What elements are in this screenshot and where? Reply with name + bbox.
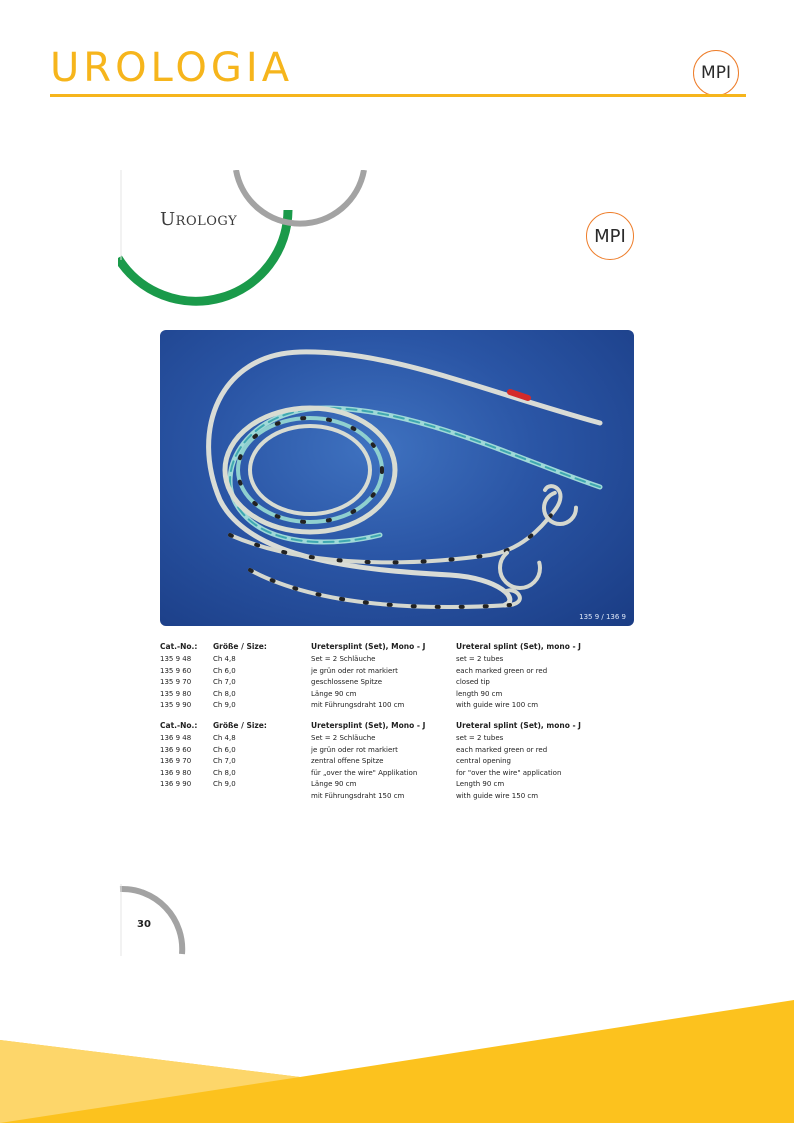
size: Ch 4,8 bbox=[213, 734, 236, 742]
description-en: each marked green or red bbox=[456, 745, 548, 754]
description-en: with guide wire 150 cm bbox=[456, 791, 539, 800]
footer-swoosh bbox=[0, 995, 794, 1123]
size: Ch 9,0 bbox=[213, 780, 236, 788]
header-description-de: Uretersplint (Set), Mono - J bbox=[311, 642, 426, 651]
description-en: set = 2 tubes bbox=[456, 734, 504, 742]
header-divider bbox=[50, 94, 746, 97]
description-de: Set = 2 Schläuche bbox=[311, 655, 376, 663]
cat-no: 135 9 60 bbox=[160, 666, 192, 675]
cat-no: 136 9 80 bbox=[160, 768, 192, 777]
header-description-en: Ureteral splint (Set), mono - J bbox=[456, 642, 581, 651]
page-header-title: UROLOGIA bbox=[50, 45, 294, 91]
cat-no: 135 9 80 bbox=[160, 689, 192, 698]
description-en: Length 90 cm bbox=[456, 780, 505, 788]
description-de: Set = 2 Schläuche bbox=[311, 734, 376, 742]
description-de: je grün oder rot markiert bbox=[311, 666, 398, 675]
size: Ch 8,0 bbox=[213, 768, 236, 777]
image-code-label: 135 9 / 136 9 bbox=[579, 613, 626, 621]
size: Ch 8,0 bbox=[213, 689, 236, 698]
description-en: with guide wire 100 cm bbox=[456, 701, 539, 709]
page-number-arc bbox=[118, 884, 198, 959]
description-en: length 90 cm bbox=[456, 689, 503, 698]
description-de: für „over the wire" Applikation bbox=[311, 768, 418, 777]
size: Ch 6,0 bbox=[213, 745, 236, 754]
description-de: mit Führungsdraht 150 cm bbox=[311, 791, 405, 800]
header-description-de: Uretersplint (Set), Mono - J bbox=[311, 721, 426, 730]
header-size: Größe / Size: bbox=[213, 721, 267, 730]
description-en: set = 2 tubes bbox=[456, 655, 504, 663]
size: Ch 4,8 bbox=[213, 655, 236, 663]
size: Ch 7,0 bbox=[213, 678, 236, 686]
product-photo bbox=[160, 330, 634, 626]
cat-no: 136 9 60 bbox=[160, 745, 192, 754]
description-en: for "over the wire" application bbox=[456, 768, 562, 777]
page-number: 30 bbox=[137, 919, 151, 930]
gray-arc bbox=[236, 170, 364, 224]
ureteral-splint-illustration bbox=[160, 330, 634, 626]
header-cat-no: Cat.-No.: bbox=[160, 721, 198, 730]
description-de: zentral offene Spitze bbox=[311, 757, 384, 765]
header-cat-no: Cat.-No.: bbox=[160, 642, 198, 651]
mpi-catalog-logo: MPI bbox=[586, 212, 634, 260]
description-en: each marked green or red bbox=[456, 666, 548, 675]
size: Ch 6,0 bbox=[213, 666, 236, 675]
description-de: mit Führungsdraht 100 cm bbox=[311, 701, 405, 709]
cat-no: 135 9 70 bbox=[160, 678, 192, 686]
size: Ch 9,0 bbox=[213, 701, 236, 709]
header-size: Größe / Size: bbox=[213, 642, 267, 651]
cat-no: 136 9 90 bbox=[160, 780, 192, 788]
description-de: geschlossene Spitze bbox=[311, 678, 383, 686]
description-de: Länge 90 cm bbox=[311, 780, 357, 788]
description-en: closed tip bbox=[456, 678, 490, 686]
mpi-logo: MPI bbox=[693, 50, 739, 96]
header-description-en: Ureteral splint (Set), mono - J bbox=[456, 721, 581, 730]
size: Ch 7,0 bbox=[213, 757, 236, 765]
cat-no: 135 9 90 bbox=[160, 701, 192, 709]
description-de: je grün oder rot markiert bbox=[311, 745, 398, 754]
decorative-arcs bbox=[118, 170, 378, 310]
cat-no: 136 9 48 bbox=[160, 734, 192, 742]
cat-no: 136 9 70 bbox=[160, 757, 192, 765]
catalog-section-title: Urology bbox=[160, 209, 238, 230]
description-de: Länge 90 cm bbox=[311, 689, 357, 698]
cat-no: 135 9 48 bbox=[160, 655, 192, 663]
description-en: central opening bbox=[456, 757, 511, 765]
